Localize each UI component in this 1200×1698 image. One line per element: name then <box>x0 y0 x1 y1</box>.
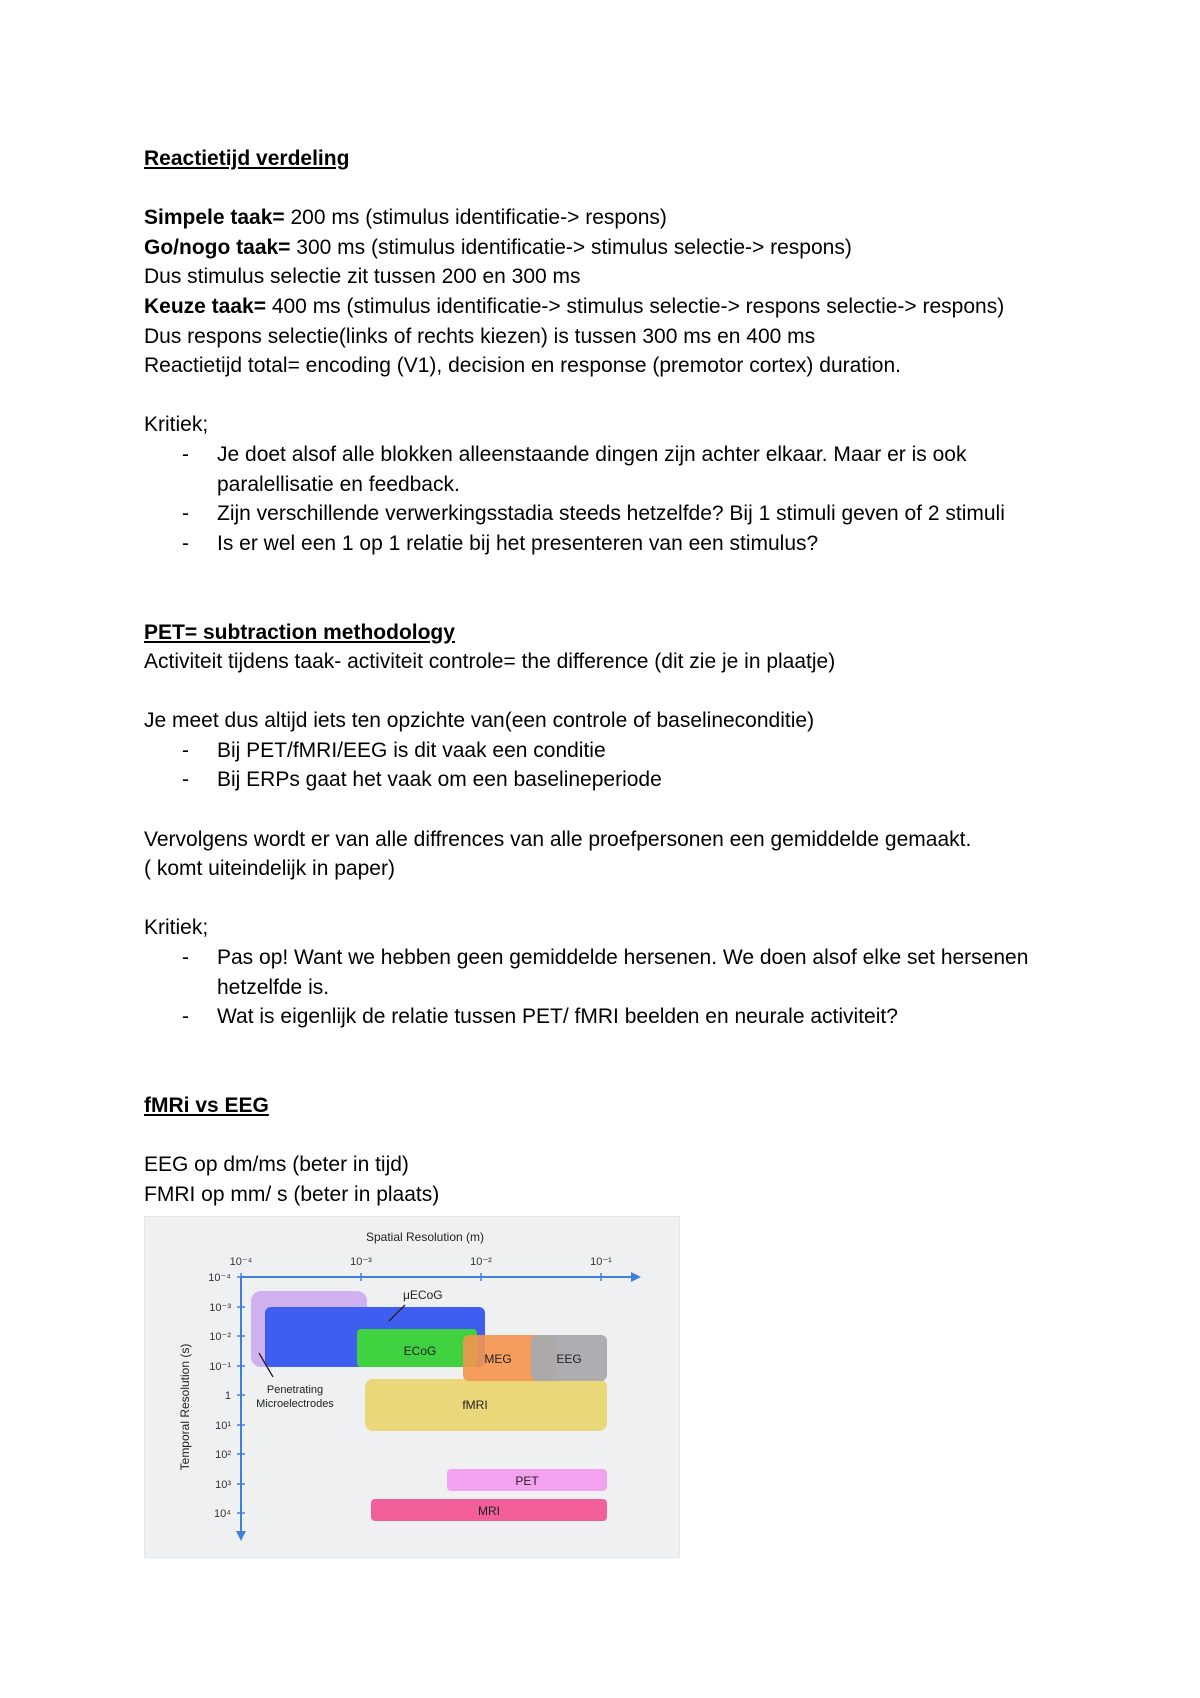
document-body <box>144 144 1084 1209</box>
critique-list-1 <box>144 440 1084 558</box>
gonogo-task-line <box>144 233 1084 263</box>
section-heading-pet: PET= subtraction methodology <box>144 620 455 644</box>
y-axis-title: Temporal Resolution (s) <box>178 1343 192 1471</box>
x-tick-label: 10⁻³ <box>350 1256 372 1268</box>
mri-label: MRI <box>478 1504 500 1518</box>
reaction-total-line: Reactietijd total= encoding (V1), decision en response (premotor cortex) duration. <box>144 354 901 378</box>
ecog-label: ECoG <box>403 1344 437 1358</box>
list-item: - Wat is eigenlijk de relatie tussen PET/ fMRI beelden en neurale activiteit? <box>182 1005 898 1029</box>
list-item: - Je doet alsof alle blokken alleenstaande dingen zijn achter elkaar. Maar er is ook paralellisatie en feedback. <box>182 442 967 496</box>
y-tick-label: 10⁻⁴ <box>208 1272 231 1284</box>
simple-task-label: Simpele taak= <box>144 206 285 230</box>
simple-task-line <box>144 203 1084 233</box>
list-item: - Zijn verschillende verwerkingsstadia steeds hetzelfde? Bij 1 stimuli geven of 2 stimuli <box>182 502 1005 526</box>
y-tick-label: 10³ <box>215 1479 231 1491</box>
section-heading-reactietijd: Reactietijd verdeling <box>144 147 350 170</box>
y-axis-arrow <box>236 1531 246 1541</box>
fmri-label: fMRI <box>462 1398 488 1412</box>
simple-task-text: 200 ms (stimulus identificatie-> respons) <box>284 206 667 230</box>
eeg-label: EEG <box>556 1352 582 1366</box>
choice-task-text: 400 ms (stimulus identificatie-> stimulus selectie-> respons selectie-> respons) <box>265 294 1005 318</box>
critique-label-2: Kritiek; <box>144 916 209 940</box>
y-tick-label: 10⁴ <box>214 1508 231 1520</box>
section-heading-fmri-eeg: fMRi vs EEG <box>144 1094 269 1117</box>
list-item: - Pas op! Want we hebben geen gemiddelde hersenen. We doen alsof elke set hersenen hetzelfde is. <box>182 946 1029 999</box>
paper-line: ( komt uiteindelijk in paper) <box>144 857 395 881</box>
critique-list-2 <box>144 943 1084 1032</box>
y-tick-label: 10¹ <box>215 1420 231 1432</box>
gonogo-task-text: 300 ms (stimulus identificatie-> stimulus selectie-> respons) <box>290 235 852 259</box>
y-tick-label: 10⁻² <box>209 1331 231 1343</box>
gonogo-task-label: Go/nogo taak= <box>144 235 291 259</box>
baseline-line: Je meet dus altijd iets ten opzichte van(een controle of baselineconditie) <box>144 709 815 733</box>
y-tick-label: 10² <box>215 1449 231 1461</box>
pet-activity-line: Activiteit tijdens taak- activiteit controle= the difference (dit zie je in plaatje) <box>144 650 836 674</box>
x-axis-title: Spatial Resolution (m) <box>365 1230 485 1244</box>
x-tick-label: 10⁻² <box>470 1256 492 1268</box>
y-ticks <box>208 1272 245 1520</box>
y-tick-label: 1 <box>224 1390 231 1402</box>
list-item: - Bij ERPs gaat het vaak om een baselineperiode <box>182 768 662 792</box>
list-item: - Is er wel een 1 op 1 relatie bij het presenteren van een stimulus? <box>182 531 819 555</box>
condition-list <box>144 736 1084 795</box>
list-item: - Bij PET/fMRI/EEG is dit vaak een conditie <box>182 738 606 762</box>
fmri-line: FMRI op mm/ s (beter in plaats) <box>144 1182 440 1206</box>
penetrating-label-2: Microelectrodes <box>256 1398 334 1410</box>
penetrating-label-1: Penetrating <box>266 1384 324 1396</box>
resolution-figure <box>144 1216 680 1558</box>
x-axis-arrow <box>631 1272 641 1282</box>
average-line: Vervolgens wordt er van alle diffrences van alle proefpersonen een gemiddelde gemaakt. <box>144 827 972 851</box>
stimulus-selection-line: Dus stimulus selectie zit tussen 200 en 300 ms <box>144 265 581 289</box>
choice-task-line <box>144 292 1084 322</box>
y-tick-label: 10⁻³ <box>209 1302 231 1314</box>
pet-label: PET <box>515 1474 539 1488</box>
y-tick-label: 10⁻¹ <box>209 1361 231 1373</box>
response-selection-line: Dus respons selectie(links of rechts kiezen) is tussen 300 ms en 400 ms <box>144 324 816 348</box>
resolution-chart <box>145 1217 679 1557</box>
critique-label-1: Kritiek; <box>144 413 209 437</box>
eeg-line: EEG op dm/ms (beter in tijd) <box>144 1153 409 1177</box>
x-tick-label: 10⁻⁴ <box>229 1256 253 1268</box>
uecog-label: μECoG <box>403 1288 443 1302</box>
choice-task-label: Keuze taak= <box>144 294 266 318</box>
meg-label: MEG <box>484 1352 512 1366</box>
x-tick-label: 10⁻¹ <box>590 1256 612 1268</box>
